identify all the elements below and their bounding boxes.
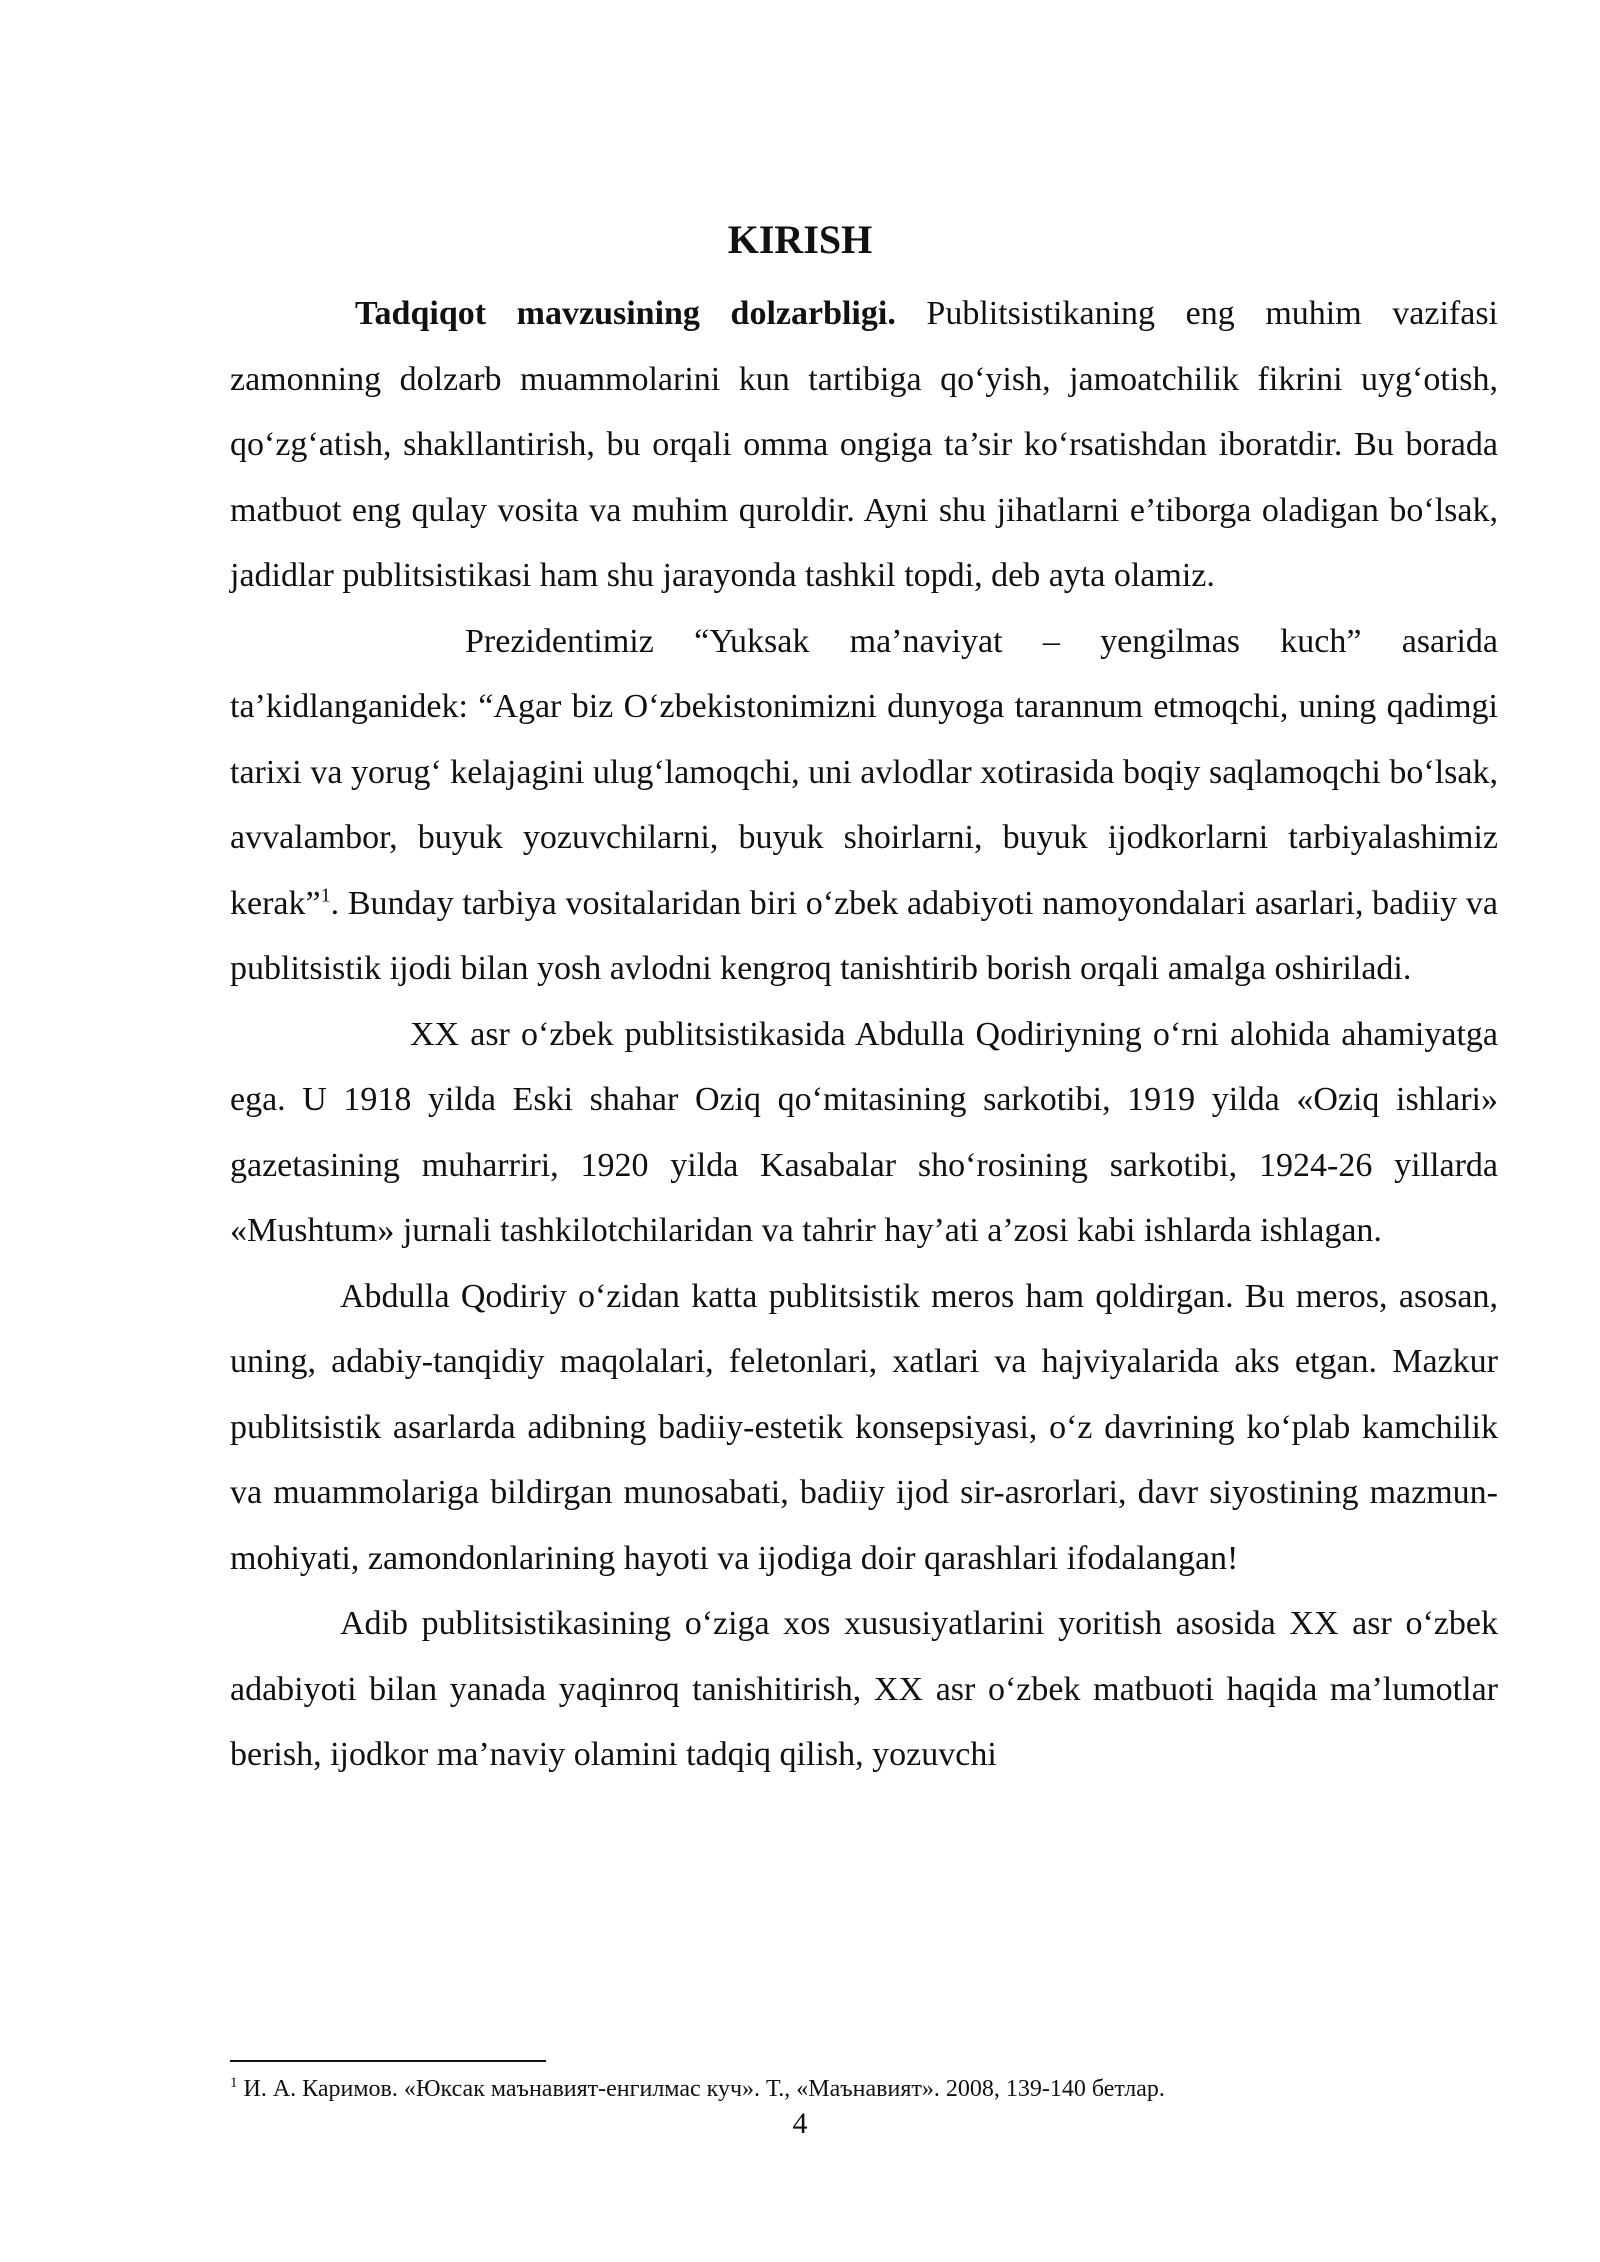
page-title: KIRISH (727, 217, 873, 262)
footnote-text: И. А. Каримов. «Юксак маънавият-енгилмас куч». Т., «Маънавият». 2008, 139-140 бетлар. (237, 2076, 1165, 2102)
footnote-ref[interactable]: 1 (320, 884, 331, 907)
paragraph-text: Abdulla Qodiriy o‘zidan katta publitsistik meros ham qoldirgan. Bu meros, asosan, uning, adabiy-tanqidiy maqolalari, feletonlari, xatlari va hajviyalarida aks etgan. Mazkur publitsistik asarlarda adibning badiiy-estetik konsepsiyasi, o‘z davrining ko‘plab kamchilik va muammolariga bildirgan munosabati, badiiy ijod sir-asrorlari, davr siyostining mazmun-mohiyati, zamondonlarining hayoti va ijodiga doir qarashlari ifodalangan! (230, 1277, 1498, 1577)
paragraph-relevance (230, 281, 1498, 609)
footnote (230, 2072, 1498, 2106)
footnote-separator (230, 2060, 546, 2062)
paragraph-text: Adib publitsistikasining o‘ziga xos xususiyatlarini yoritish asosida XX asr o‘zbek adabiyoti bilan yanada yaqinroq tanishitirish, XX asr o‘zbek matbuoti haqida ma’lumotlar berish, ijodkor ma’naviy olamini tadqiq qilish, yozuvchi (230, 1605, 1498, 1773)
paragraph-president-quote (230, 609, 1498, 1002)
paragraph-lead: Tadqiqot mavzusining dolzarbligi. (355, 295, 896, 332)
body-text (230, 281, 1498, 1788)
paragraph-qodiriy-role (230, 1002, 1498, 1264)
paragraph-text: Publitsistikaning eng muhim vazifasi zamonning dolzarb muammolarini kun tartibiga qo‘yish, jamoatchilik fikrini uyg‘otish, qo‘zg‘atish, shakllantirish, bu orqali omma ongiga ta’sir ko‘rsatishdan iboratdir. Bu borada matbuot eng qulay vosita va muhim quroldir. Ayni shu jihatlarni e’tiborga oladigan bo‘lsak, jadidlar publitsistikasi ham shu jarayonda tashkil topdi, deb ayta olamiz. (230, 295, 1498, 594)
paragraph-text: Prezidentimiz “Yuksak ma’naviyat – yengilmas kuch” asarida ta’kidlanganidek: “Agar biz O‘zbekistonimizni dunyoga tarannum etmoqchi, uning qadimgi tarixi va yorug‘ kelajagini ulug‘lamoqchi, uni avlodlar xotirasida boqiy saqlamoqchi bo‘lsak, avvalambor, buyuk yozuvchilarni, buyuk shoirlarni, buyuk ijodkorlarni tarbiyalashimiz kerak” (230, 622, 1498, 922)
paragraph-qodiriy-legacy (230, 1264, 1498, 1592)
paragraph-text: . Bunday tarbiya vositalaridan biri o‘zbek adabiyoti namoyondalari asarlari, badiiy va publitsistik ijodi bilan yosh avlodni kengroq tanishtirib borish orqali amalga oshiriladi. (230, 884, 1498, 987)
paragraph-text: XX asr o‘zbek publitsistikasida Abdulla Qodiriyning o‘rni alohida ahamiyatga ega. U 1918 yilda Eski shahar Oziq qo‘mitasining sarkotibi, 1919 yilda «Oziq ishlari» gazetasining muharriri, 1920 yilda Kasabalar sho‘rosining sarkotibi, 1924-26 yillarda «Mushtum» jurnali tashkilotchilaridan va tahrir hay’ati a’zosi kabi ishlarda ishlagan. (230, 1015, 1498, 1249)
page-number: 4 (792, 2107, 808, 2140)
footnote-number: 1 (230, 2075, 238, 2091)
paragraph-research-aims (230, 1591, 1498, 1788)
